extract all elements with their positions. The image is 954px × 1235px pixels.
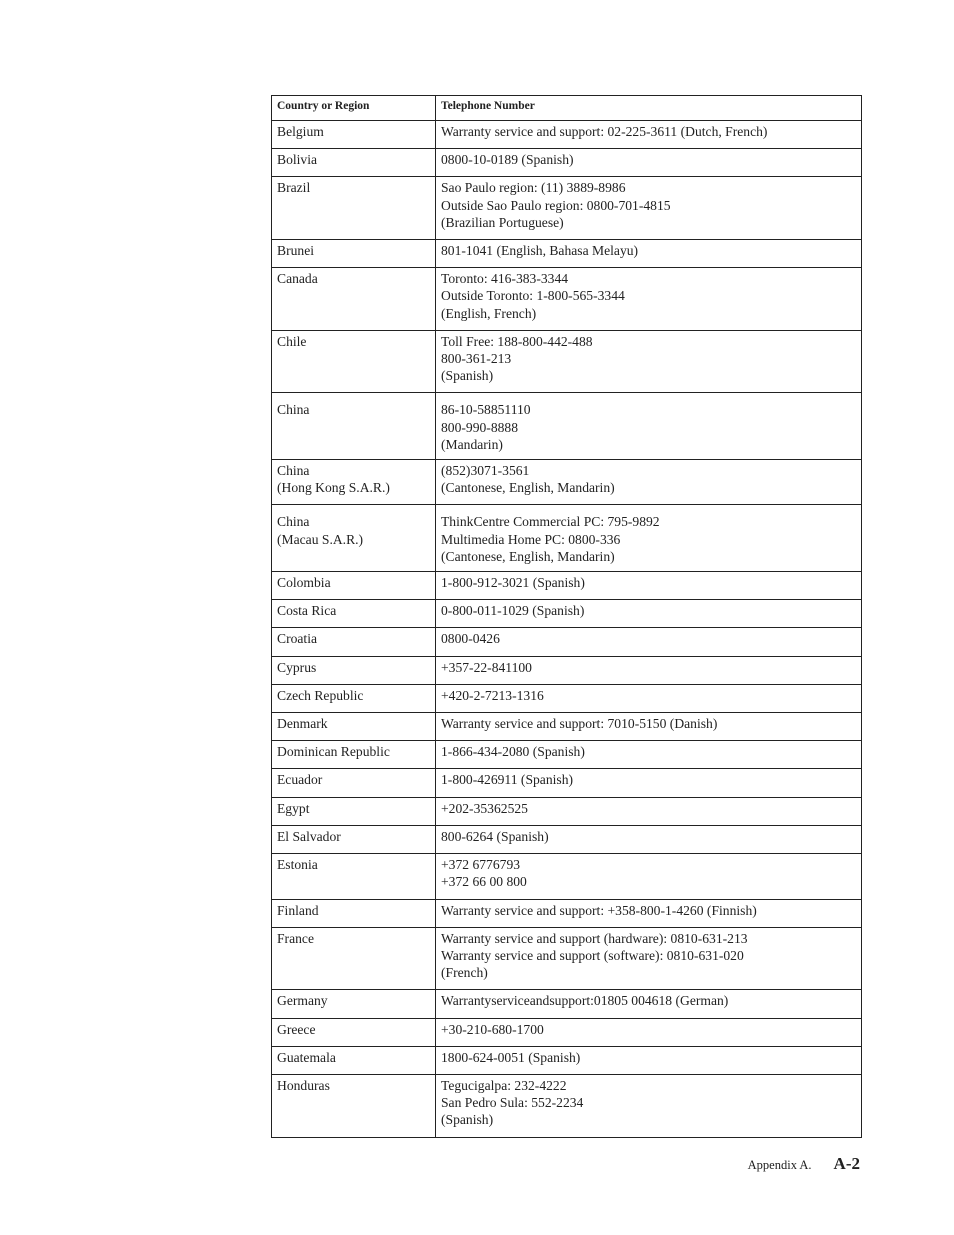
table-row	[272, 393, 862, 460]
country-text: Dominican Republic	[277, 744, 390, 760]
country-cell	[272, 797, 436, 825]
telephone-text: 1800-624-0051 (Spanish)	[441, 1049, 581, 1065]
telephone-text: San Pedro Sula: 552-2234	[441, 1095, 584, 1111]
country-text: Croatia	[277, 631, 318, 647]
telephone-text: Warranty service and support: 02-225-3611 (Dutch, French)	[441, 124, 768, 139]
country-text: Czech Republic	[277, 687, 364, 703]
telephone-cell	[436, 121, 862, 149]
country-text: Finland	[277, 902, 319, 918]
telephone-text: 1-866-434-2080 (Spanish)	[441, 744, 585, 760]
telephone-text: +202-35362525	[441, 800, 528, 816]
telephone-text: 0800-0426	[441, 631, 500, 647]
telephone-text: 800-990-8888	[441, 419, 519, 435]
telephone-text: +30-210-680-1700	[441, 1021, 544, 1037]
telephone-text: (Mandarin)	[441, 436, 503, 452]
country-cell	[272, 769, 436, 797]
country-cell	[272, 1018, 436, 1046]
country-cell	[272, 177, 436, 240]
telephone-cell	[436, 572, 862, 600]
telephone-text: Outside Sao Paulo region: 0800-701-4815	[441, 197, 671, 213]
table-header-row	[272, 96, 862, 121]
telephone-text: (Brazilian Portuguese)	[441, 214, 564, 230]
telephone-cell	[436, 1074, 862, 1137]
telephone-text: 0-800-011-1029 (Spanish)	[441, 603, 585, 619]
country-cell	[272, 240, 436, 268]
country-text: Brunei	[277, 243, 314, 259]
country-text: China	[277, 402, 310, 418]
telephone-cell	[436, 769, 862, 797]
page-footer	[748, 1154, 860, 1174]
table-row	[272, 990, 862, 1018]
telephone-text: +357-22-841100	[441, 659, 532, 675]
table-row	[272, 741, 862, 769]
country-text: Canada	[277, 271, 318, 287]
telephone-text: Warranty service and support: 7010-5150 (Danish)	[441, 716, 718, 732]
country-cell	[272, 684, 436, 712]
country-cell	[272, 713, 436, 741]
country-text: Estonia	[277, 857, 318, 873]
telephone-text: +420-2-7213-1316	[441, 687, 544, 703]
table-row	[272, 268, 862, 331]
telephone-text: ThinkCentre Commercial PC: 795-9892	[441, 514, 660, 530]
country-cell	[272, 149, 436, 177]
table-row	[272, 769, 862, 797]
country-text: Ecuador	[277, 772, 323, 788]
telephone-cell	[436, 1046, 862, 1074]
table-row	[272, 656, 862, 684]
telephone-cell	[436, 741, 862, 769]
telephone-cell	[436, 899, 862, 927]
country-text: Belgium	[277, 124, 324, 139]
table-row	[272, 825, 862, 853]
telephone-text: (852)3071-3561	[441, 463, 530, 479]
telephone-cell	[436, 825, 862, 853]
telephone-text: (English, French)	[441, 305, 537, 321]
telephone-text: 86-10-58851110	[441, 402, 531, 418]
telephone-cell	[436, 330, 862, 393]
country-text: Denmark	[277, 716, 328, 732]
country-text: Cyprus	[277, 659, 317, 675]
telephone-cell	[436, 990, 862, 1018]
telephone-cell	[436, 149, 862, 177]
country-cell	[272, 268, 436, 331]
telephone-text: (Spanish)	[441, 1112, 494, 1128]
country-text: China	[277, 463, 310, 479]
country-text: Guatemala	[277, 1049, 336, 1065]
country-text: Costa Rica	[277, 603, 337, 619]
table-row	[272, 1046, 862, 1074]
table-row	[272, 505, 862, 572]
country-cell	[272, 1046, 436, 1074]
telephone-text: 0800-10-0189 (Spanish)	[441, 152, 574, 168]
telephone-text: Outside Toronto: 1-800-565-3344	[441, 288, 625, 304]
telephone-text: +372 6776793	[441, 857, 521, 873]
table-row	[272, 177, 862, 240]
country-cell	[272, 460, 436, 505]
table-row	[272, 330, 862, 393]
table-row	[272, 899, 862, 927]
table-row	[272, 684, 862, 712]
telephone-cell	[436, 854, 862, 899]
country-cell	[272, 600, 436, 628]
country-cell	[272, 741, 436, 769]
column-header-country: Country or Region	[272, 96, 436, 121]
country-cell	[272, 990, 436, 1018]
table-row	[272, 628, 862, 656]
telephone-text: (Cantonese, English, Mandarin)	[441, 480, 615, 496]
country-text: France	[277, 930, 314, 946]
table-row	[272, 927, 862, 990]
telephone-text: +372 66 00 800	[441, 874, 527, 890]
table-row	[272, 149, 862, 177]
telephone-cell	[436, 268, 862, 331]
telephone-text: 801-1041 (English, Bahasa Melayu)	[441, 243, 639, 259]
table-row	[272, 460, 862, 505]
country-text: El Salvador	[277, 828, 341, 844]
country-text: Brazil	[277, 180, 311, 196]
country-cell	[272, 927, 436, 990]
country-cell	[272, 656, 436, 684]
country-text: China	[277, 514, 310, 530]
country-cell	[272, 572, 436, 600]
country-text: Colombia	[277, 575, 331, 591]
country-cell	[272, 393, 436, 460]
telephone-cell	[436, 1018, 862, 1046]
telephone-cell	[436, 240, 862, 268]
table-row	[272, 1074, 862, 1137]
column-header-telephone: Telephone Number	[436, 96, 862, 121]
telephone-text: Warranty service and support (hardware): 0810-631-213	[441, 930, 748, 946]
telephone-text: (Cantonese, English, Mandarin)	[441, 548, 615, 564]
telephone-text: Warranty service and support (software): 0810-631-020	[441, 947, 744, 963]
country-cell	[272, 330, 436, 393]
country-cell	[272, 825, 436, 853]
telephone-text: Multimedia Home PC: 0800-336	[441, 531, 621, 547]
table-row	[272, 600, 862, 628]
telephone-cell	[436, 713, 862, 741]
country-text: Greece	[277, 1021, 316, 1037]
telephone-cell	[436, 177, 862, 240]
telephone-text: Sao Paulo region: (11) 3889-8986	[441, 180, 626, 196]
table-row	[272, 713, 862, 741]
telephone-text: Warranty service and support: +358-800-1-4260 (Finnish)	[441, 902, 757, 918]
telephone-text: 800-361-213	[441, 351, 512, 367]
table-row	[272, 1018, 862, 1046]
country-text: Bolivia	[277, 152, 318, 168]
country-cell	[272, 899, 436, 927]
country-text: Chile	[277, 333, 307, 349]
table-row	[272, 240, 862, 268]
chapter-label: Appendix A.	[747, 1158, 812, 1172]
telephone-text: 1-800-912-3021 (Spanish)	[441, 575, 585, 591]
telephone-text: Toll Free: 188-800-442-488	[441, 333, 593, 349]
telephone-cell	[436, 927, 862, 990]
country-text: (Macau S.A.R.)	[277, 531, 364, 547]
country-text: (Hong Kong S.A.R.)	[277, 480, 390, 496]
telephone-cell	[436, 656, 862, 684]
telephone-text: 800-6264 (Spanish)	[441, 828, 549, 844]
telephone-cell	[436, 797, 862, 825]
country-cell	[272, 1074, 436, 1137]
telephone-cell	[436, 628, 862, 656]
country-cell	[272, 628, 436, 656]
country-cell	[272, 854, 436, 899]
table-row	[272, 572, 862, 600]
telephone-text: Warrantyserviceandsupport:01805 004618 (German)	[441, 993, 729, 1009]
telephone-text: Tegucigalpa: 232-4222	[441, 1077, 567, 1093]
table-row	[272, 797, 862, 825]
country-text: Honduras	[277, 1077, 330, 1093]
table-row	[272, 854, 862, 899]
telephone-cell	[436, 460, 862, 505]
telephone-cell	[436, 393, 862, 460]
country-text: Germany	[277, 993, 328, 1009]
table-row	[272, 121, 862, 149]
page-number: A-2	[833, 1154, 860, 1173]
telephone-cell	[436, 684, 862, 712]
support-phone-table	[271, 95, 862, 1138]
telephone-cell	[436, 505, 862, 572]
country-cell	[272, 505, 436, 572]
country-cell	[272, 121, 436, 149]
telephone-cell	[436, 600, 862, 628]
telephone-text: Toronto: 416-383-3344	[441, 271, 569, 287]
country-text: Egypt	[277, 800, 310, 816]
telephone-text: (Spanish)	[441, 368, 494, 384]
telephone-text: 1-800-426911 (Spanish)	[441, 772, 574, 788]
telephone-text: (French)	[441, 965, 488, 981]
